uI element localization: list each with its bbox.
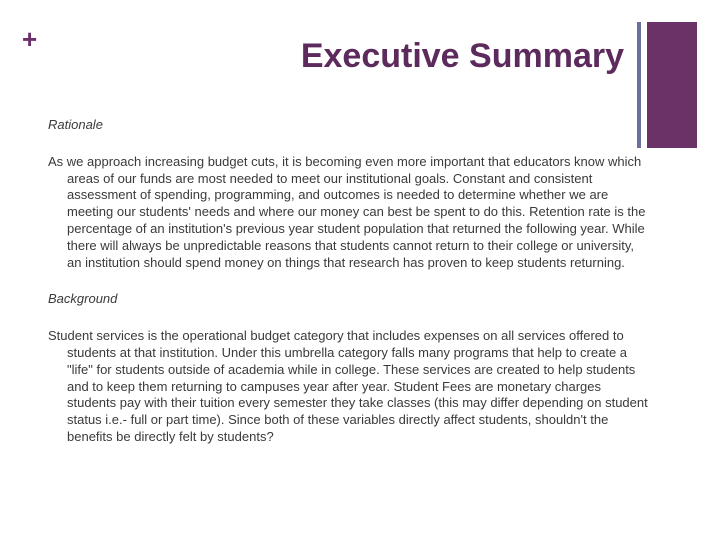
plus-decoration-icon: +: [22, 24, 38, 54]
section-body-rationale: As we approach increasing budget cuts, it is becoming even more important that educators know which areas of our funds are most needed to meet our institutional goals. Constant and consistent assessment of spending, programming, and outcomes is needed to determine whether we are meeting our students' needs and where our money can best be spent to do this. Retention rate is the percentage of an institution's previous year student population that returned the following year. While there will always be unpredictable reasons that students cannot return to their college or university, an institution should spend money on things that research has proven to keep students returning.: [48, 153, 646, 270]
slide-content: [48, 117, 652, 466]
section-heading-rationale: Rationale: [48, 117, 103, 132]
accent-color-block: [647, 22, 697, 148]
section-body-background: Student services is the operational budget category that includes expenses on all services offered to students at that institution. Under this umbrella category falls many programs that help to create a "life" for students outside of academia while in college. These services are created to help students and to keep them returning to campuses year after year. Student Fees are monetary charges students pay with their tuition every semester they take classes (this may differ depending on student status i.e.- full or part time). Since both of these variables directly affect students, shouldn't the benefits be directly felt by students?: [48, 328, 648, 444]
slide-title: Executive Summary: [300, 37, 624, 75]
section-heading-background: Background: [48, 291, 118, 307]
